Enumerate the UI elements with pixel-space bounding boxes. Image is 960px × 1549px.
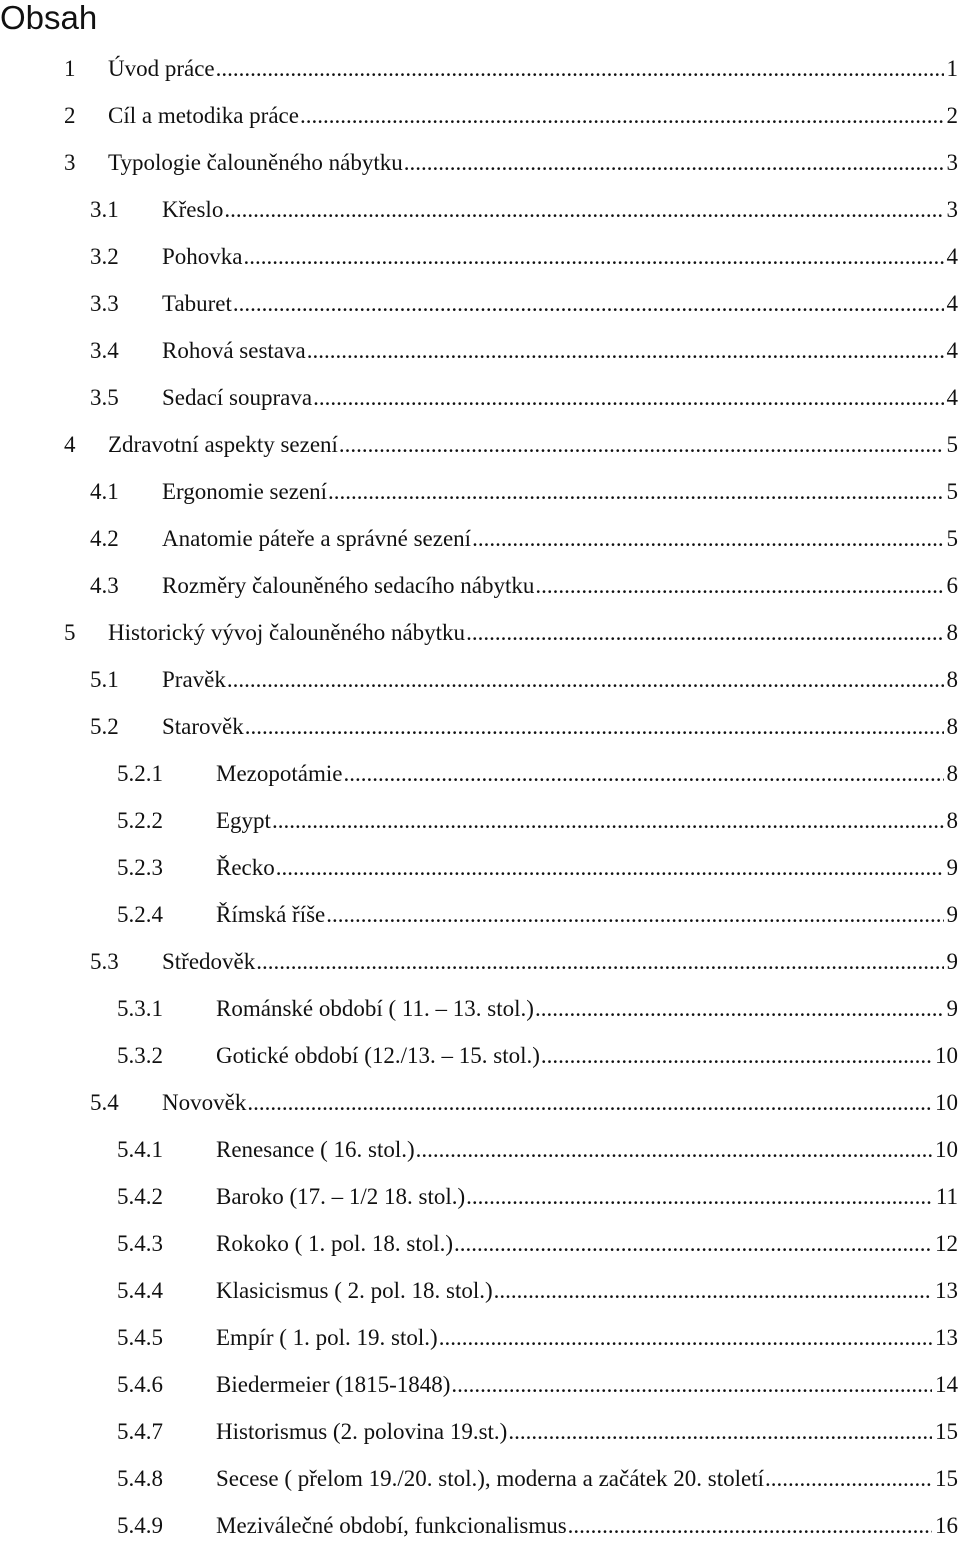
- toc-entry-page: 15: [935, 1455, 960, 1502]
- toc-entry-title: Křeslo: [162, 186, 223, 233]
- toc-entry-number: 5.4.6: [117, 1361, 163, 1408]
- toc-entry-number: 5.2.4: [117, 891, 163, 938]
- toc-entry-number: 5.4.9: [117, 1502, 163, 1549]
- toc-entry-title: Cíl a metodika práce: [108, 92, 299, 139]
- dot-leader: [247, 1079, 932, 1126]
- toc-entry-title: Řecko: [216, 844, 275, 891]
- toc-entry[interactable]: [0, 139, 960, 186]
- dot-leader: [313, 374, 943, 421]
- toc-entry-title: Secese ( přelom 19./20. stol.), moderna a začátek 20. století: [216, 1455, 764, 1502]
- dot-leader: [256, 938, 943, 985]
- toc-entry-page: 4: [947, 327, 960, 374]
- dot-leader: [326, 891, 943, 938]
- toc-entry[interactable]: [0, 280, 960, 327]
- toc-entry-title: Rozměry čalouněného sedacího nábytku: [162, 562, 534, 609]
- toc-entry-page: 9: [947, 891, 960, 938]
- toc-entry-page: 8: [947, 750, 960, 797]
- toc-entry-number: 5.4.4: [117, 1267, 163, 1314]
- dot-leader: [494, 1267, 932, 1314]
- dot-leader: [404, 139, 944, 186]
- toc-entry-number: 3: [64, 139, 76, 186]
- toc-entry[interactable]: [0, 1408, 960, 1455]
- toc-entry[interactable]: [0, 562, 960, 609]
- toc-entry-number: 4.3: [90, 562, 119, 609]
- toc-entry-title: Baroko (17. – 1/2 18. stol.): [216, 1173, 465, 1220]
- toc-entry-title: Egypt: [216, 797, 271, 844]
- toc-entry-page: 15: [935, 1408, 960, 1455]
- toc-entry-title: Starověk: [162, 703, 244, 750]
- toc-entry-number: 5.2: [90, 703, 119, 750]
- toc-entry-page: 6: [947, 562, 960, 609]
- dot-leader: [216, 45, 944, 92]
- toc-entry-title: Typologie čalouněného nábytku: [108, 139, 403, 186]
- toc-entry-page: 16: [935, 1502, 960, 1549]
- toc-entry[interactable]: [0, 45, 960, 92]
- toc-entry-title: Mezopotámie: [216, 750, 342, 797]
- toc-entry-title: Taburet: [162, 280, 232, 327]
- toc-heading: Obsah: [0, 0, 97, 38]
- toc-entry-page: 8: [947, 797, 960, 844]
- toc-entry-number: 5.4: [90, 1079, 119, 1126]
- toc-entry[interactable]: [0, 750, 960, 797]
- toc-entry-number: 3.1: [90, 186, 119, 233]
- toc-entry-page: 12: [935, 1220, 960, 1267]
- toc-entry-number: 2: [64, 92, 76, 139]
- dot-leader: [227, 656, 944, 703]
- toc-entry[interactable]: [0, 1361, 960, 1408]
- dot-leader: [439, 1314, 932, 1361]
- dot-leader: [535, 985, 944, 1032]
- toc-entry[interactable]: [0, 1267, 960, 1314]
- dot-leader: [276, 844, 944, 891]
- toc-entry-page: 2: [947, 92, 960, 139]
- toc-entry[interactable]: [0, 891, 960, 938]
- toc-entry-page: 3: [947, 186, 960, 233]
- dot-leader: [454, 1220, 932, 1267]
- toc-entry[interactable]: [0, 844, 960, 891]
- toc-entry-number: 5.2.1: [117, 750, 163, 797]
- toc-entry-page: 5: [947, 468, 960, 515]
- dot-leader: [233, 280, 944, 327]
- toc-entry-page: 8: [947, 656, 960, 703]
- toc-entry[interactable]: [0, 421, 960, 468]
- toc-entry-title: Ergonomie sezení: [162, 468, 327, 515]
- dot-leader: [416, 1126, 932, 1173]
- dot-leader: [300, 92, 944, 139]
- toc-entry-page: 13: [935, 1314, 960, 1361]
- dot-leader: [451, 1361, 932, 1408]
- dot-leader: [765, 1455, 932, 1502]
- dot-leader: [343, 750, 943, 797]
- toc-entry[interactable]: [0, 1314, 960, 1361]
- toc-entry-number: 1: [64, 45, 76, 92]
- toc-entry[interactable]: [0, 186, 960, 233]
- toc-entry-page: 10: [935, 1079, 960, 1126]
- toc-entry-number: 5.4.1: [117, 1126, 163, 1173]
- toc-entry-number: 5.1: [90, 656, 119, 703]
- dot-leader: [466, 1173, 933, 1220]
- toc-entry-number: 5.4.7: [117, 1408, 163, 1455]
- toc-entry-title: Středověk: [162, 938, 255, 985]
- table-of-contents: [0, 45, 960, 1549]
- toc-entry-title: Římská říše: [216, 891, 325, 938]
- toc-entry-title: Renesance ( 16. stol.): [216, 1126, 415, 1173]
- toc-entry[interactable]: [0, 609, 960, 656]
- toc-entry[interactable]: [0, 1502, 960, 1549]
- dot-leader: [307, 327, 944, 374]
- toc-entry-number: 5: [64, 609, 76, 656]
- toc-entry[interactable]: [0, 468, 960, 515]
- toc-entry[interactable]: [0, 327, 960, 374]
- toc-entry-title: Sedací souprava: [162, 374, 312, 421]
- dot-leader: [568, 1502, 932, 1549]
- toc-entry-title: Klasicismus ( 2. pol. 18. stol.): [216, 1267, 493, 1314]
- toc-entry-page: 5: [947, 515, 960, 562]
- toc-entry-page: 8: [947, 703, 960, 750]
- toc-entry-number: 3.3: [90, 280, 119, 327]
- toc-entry-page: 11: [936, 1173, 960, 1220]
- dot-leader: [328, 468, 944, 515]
- toc-entry-page: 4: [947, 280, 960, 327]
- toc-entry-page: 5: [947, 421, 960, 468]
- toc-entry-number: 5.3.2: [117, 1032, 163, 1079]
- dot-leader: [244, 233, 944, 280]
- toc-entry-number: 4: [64, 421, 76, 468]
- toc-entry[interactable]: [0, 233, 960, 280]
- dot-leader: [472, 515, 943, 562]
- toc-entry[interactable]: [0, 656, 960, 703]
- toc-entry-number: 5.4.2: [117, 1173, 163, 1220]
- dot-leader: [339, 421, 944, 468]
- toc-entry-title: Empír ( 1. pol. 19. stol.): [216, 1314, 438, 1361]
- toc-entry[interactable]: [0, 1079, 960, 1126]
- toc-entry-title: Pohovka: [162, 233, 243, 280]
- toc-entry-page: 9: [947, 938, 960, 985]
- toc-entry-page: 3: [947, 139, 960, 186]
- dot-leader: [224, 186, 943, 233]
- toc-entry-number: 5.4.5: [117, 1314, 163, 1361]
- dot-leader: [466, 609, 943, 656]
- toc-entry-number: 5.2.2: [117, 797, 163, 844]
- toc-entry-title: Meziválečné období, funkcionalismus: [216, 1502, 567, 1549]
- toc-entry[interactable]: [0, 938, 960, 985]
- dot-leader: [245, 703, 944, 750]
- toc-entry[interactable]: [0, 703, 960, 750]
- toc-entry-title: Rohová sestava: [162, 327, 306, 374]
- dot-leader: [541, 1032, 932, 1079]
- toc-entry[interactable]: [0, 1220, 960, 1267]
- toc-entry[interactable]: [0, 797, 960, 844]
- toc-entry[interactable]: [0, 374, 960, 421]
- toc-entry-page: 9: [947, 985, 960, 1032]
- toc-entry-page: 1: [947, 45, 960, 92]
- toc-entry-number: 5.3.1: [117, 985, 163, 1032]
- toc-entry-page: 4: [947, 233, 960, 280]
- toc-entry-page: 14: [935, 1361, 960, 1408]
- toc-entry-title: Historický vývoj čalouněného nábytku: [108, 609, 465, 656]
- dot-leader: [272, 797, 944, 844]
- toc-entry-number: 4.1: [90, 468, 119, 515]
- toc-entry-page: 10: [935, 1032, 960, 1079]
- toc-entry[interactable]: [0, 1126, 960, 1173]
- toc-entry-number: 3.4: [90, 327, 119, 374]
- dot-leader: [535, 562, 943, 609]
- toc-entry[interactable]: [0, 1173, 960, 1220]
- toc-entry-number: 5.2.3: [117, 844, 163, 891]
- toc-entry-number: 3.2: [90, 233, 119, 280]
- toc-entry-page: 10: [935, 1126, 960, 1173]
- toc-entry-number: 5.3: [90, 938, 119, 985]
- toc-entry-number: 3.5: [90, 374, 119, 421]
- dot-leader: [508, 1408, 932, 1455]
- toc-entry[interactable]: [0, 515, 960, 562]
- toc-entry-page: 9: [947, 844, 960, 891]
- toc-entry[interactable]: [0, 985, 960, 1032]
- toc-entry-title: Biedermeier (1815-1848): [216, 1361, 450, 1408]
- toc-entry-title: Zdravotní aspekty sezení: [108, 421, 338, 468]
- toc-entry-title: Pravěk: [162, 656, 226, 703]
- toc-entry-page: 4: [947, 374, 960, 421]
- toc-entry-title: Rokoko ( 1. pol. 18. stol.): [216, 1220, 453, 1267]
- toc-entry-number: 5.4.8: [117, 1455, 163, 1502]
- toc-entry-title: Anatomie páteře a správné sezení: [162, 515, 471, 562]
- toc-entry-title: Románské období ( 11. – 13. stol.): [216, 985, 534, 1032]
- toc-entry-title: Gotické období (12./13. – 15. stol.): [216, 1032, 540, 1079]
- toc-entry[interactable]: [0, 92, 960, 139]
- toc-entry-number: 4.2: [90, 515, 119, 562]
- toc-entry[interactable]: [0, 1032, 960, 1079]
- toc-entry-page: 13: [935, 1267, 960, 1314]
- toc-entry-title: Novověk: [162, 1079, 246, 1126]
- toc-entry-title: Úvod práce: [108, 45, 215, 92]
- toc-entry-number: 5.4.3: [117, 1220, 163, 1267]
- toc-entry[interactable]: [0, 1455, 960, 1502]
- toc-entry-page: 8: [947, 609, 960, 656]
- toc-entry-title: Historismus (2. polovina 19.st.): [216, 1408, 507, 1455]
